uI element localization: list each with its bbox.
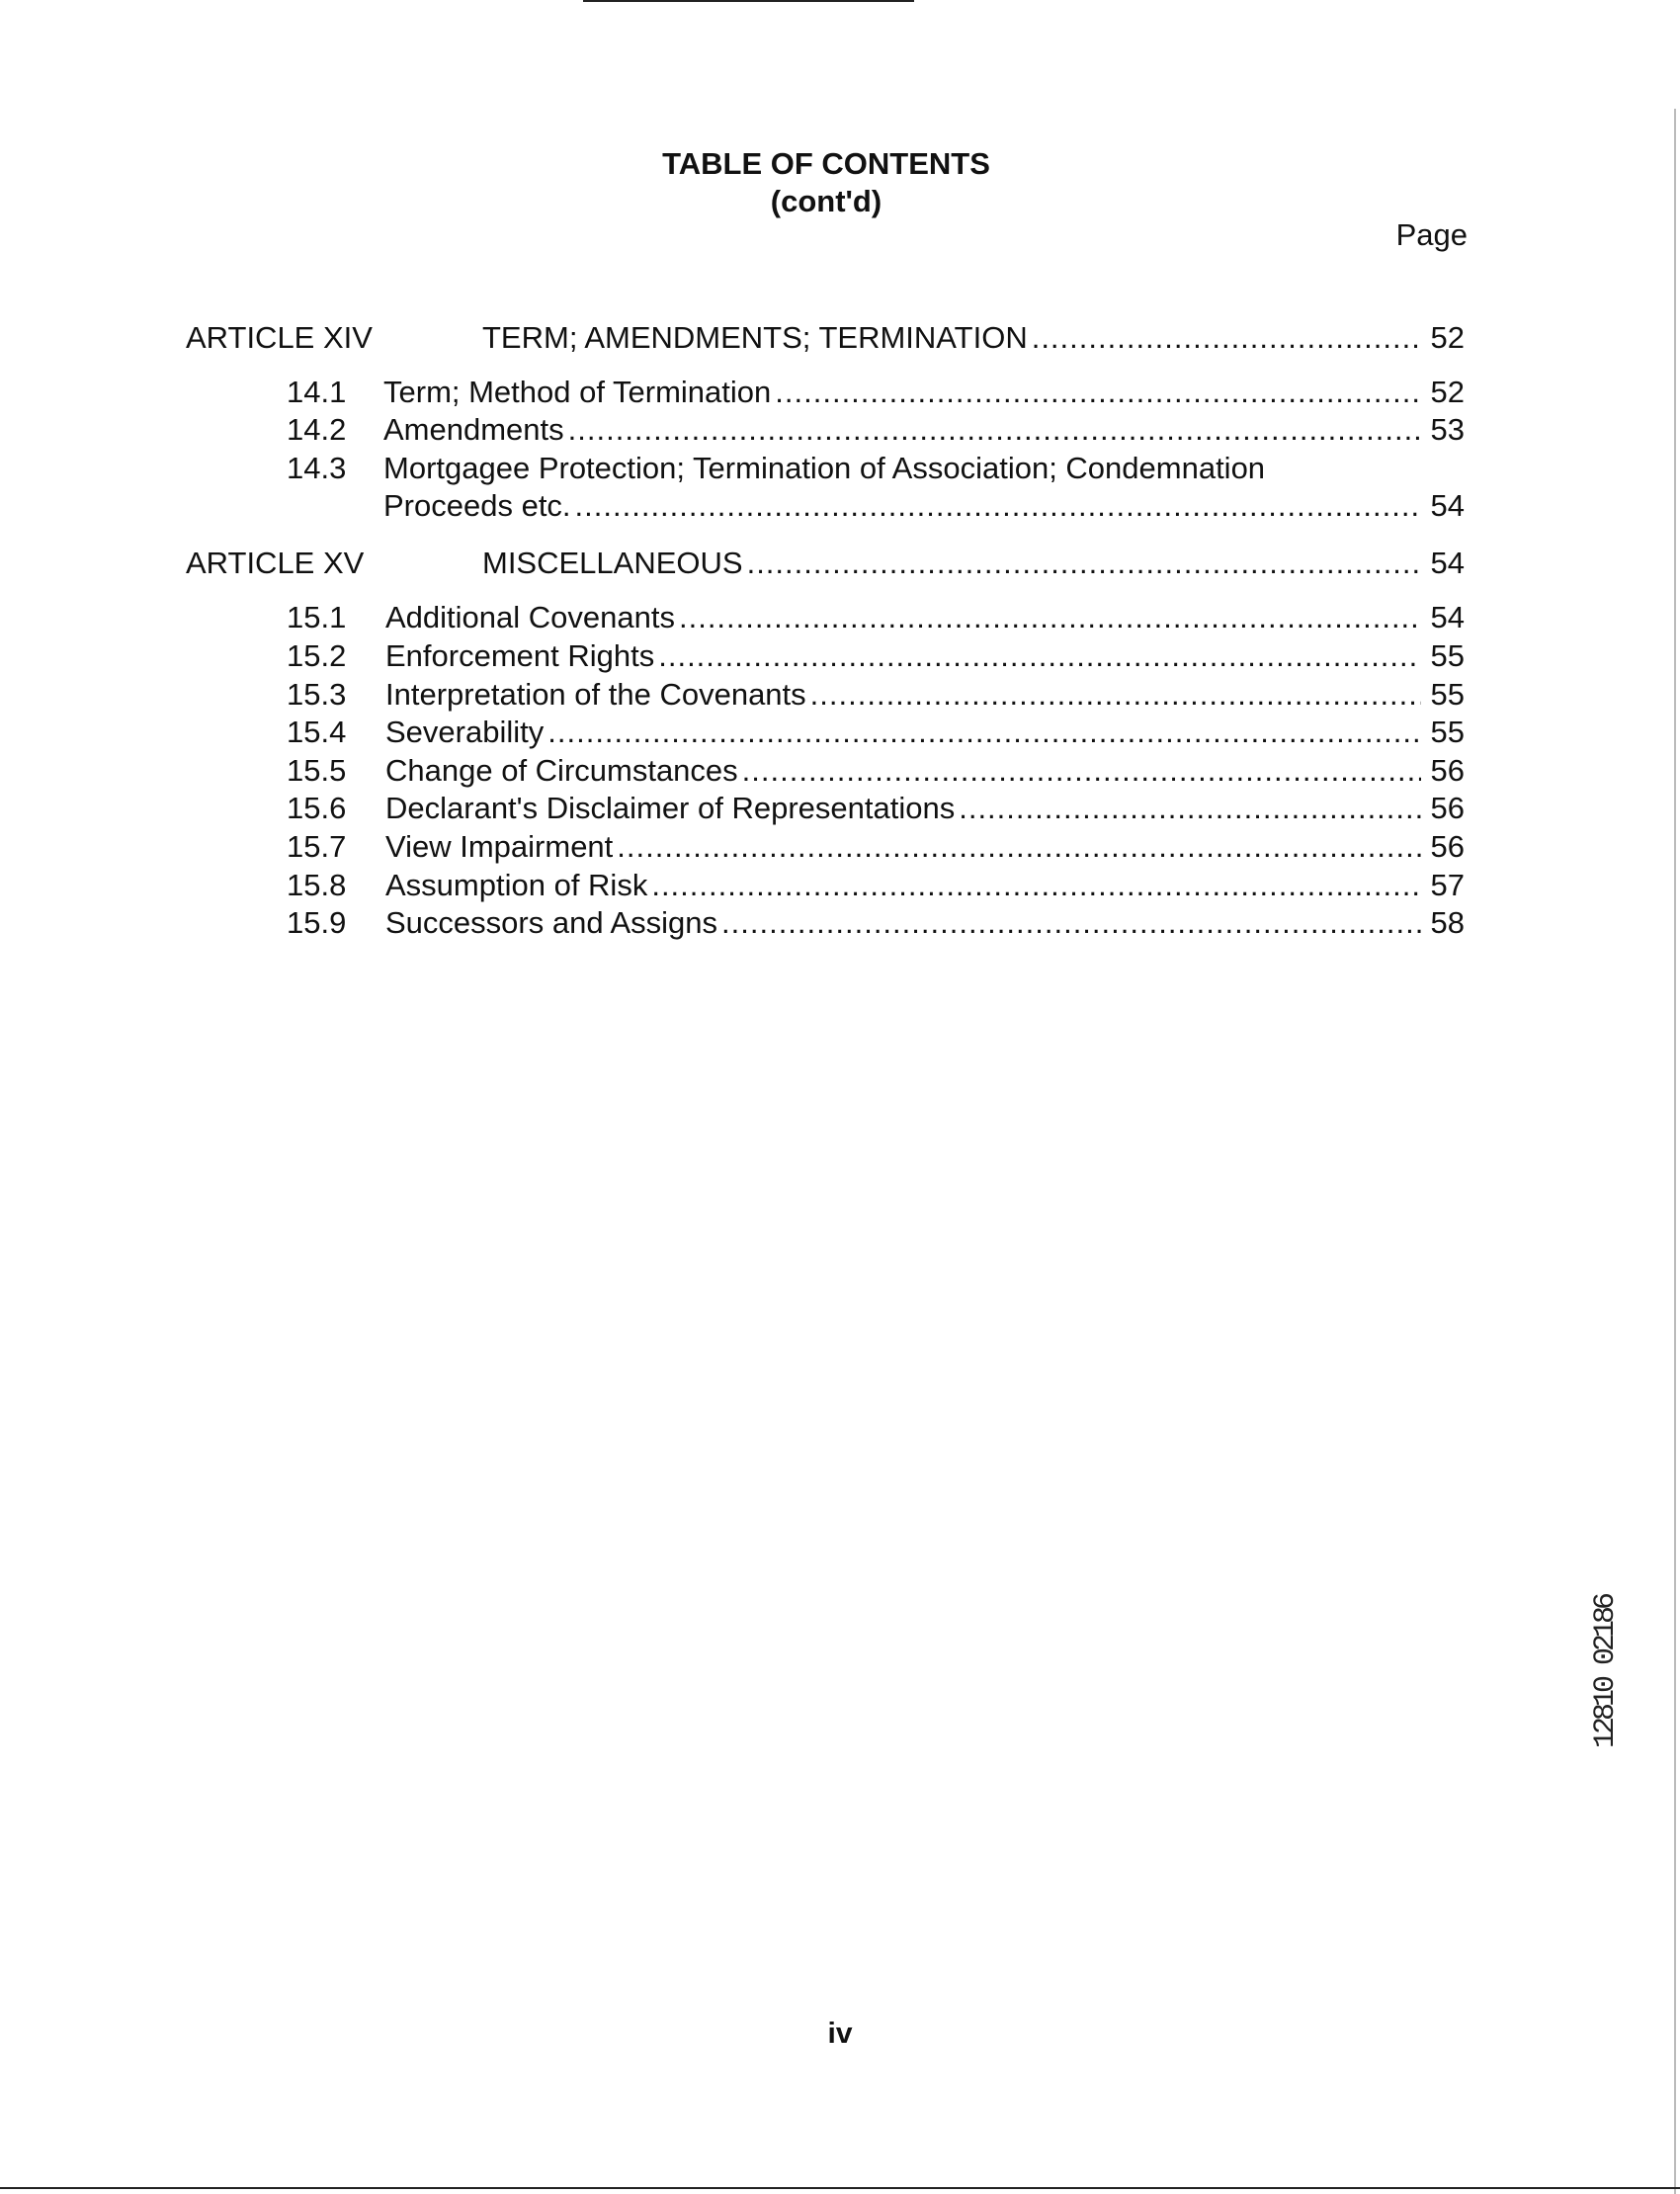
section-number: 15.8 [287,868,347,902]
section-leader [385,866,1421,905]
section-page: 56 [1430,753,1465,788]
section-title: Mortgagee Protection; Termination of Association; Condemnation [383,451,1266,485]
section-number: 14.2 [287,412,347,447]
section-title-continuation: Proceeds etc. [383,486,575,526]
toc-section-row [287,751,1472,791]
section-title: Severability [385,713,547,752]
section-page: 55 [1430,677,1465,712]
dot-leader [721,903,1421,943]
section-number: 15.2 [287,638,347,673]
article-leader [482,544,1421,583]
section-page: 56 [1430,829,1465,864]
section-number: 15.6 [287,791,347,825]
section-leader [383,373,1421,412]
section-title: Additional Covenants [385,598,679,637]
section-page: 55 [1430,715,1465,749]
dot-leader [547,713,1421,752]
toc-section-row [287,713,1472,752]
toc-section-row [287,866,1472,905]
section-title: Enforcement Rights [385,636,658,676]
section-number: 15.1 [287,600,347,634]
dot-leader [617,827,1421,867]
toc-section-row [287,373,1472,412]
section-number: 15.4 [287,715,347,749]
section-number: 15.9 [287,905,347,940]
toc-section-row [287,789,1472,828]
dot-leader [568,410,1421,450]
dot-leader [747,544,1421,583]
dot-leader [775,373,1421,412]
section-page: 53 [1430,412,1465,447]
section-title: View Impairment [385,827,617,867]
toc-article-row [186,318,1470,358]
section-page: 54 [1430,600,1465,634]
toc-section-continuation-row [287,486,1472,526]
dot-leader [742,751,1421,791]
scan-top-rule [583,0,914,2]
section-leader [383,410,1421,450]
section-title: Change of Circumstances [385,751,742,791]
section-leader [385,713,1421,752]
toc-section-row [287,827,1472,867]
article-title: MISCELLANEOUS [482,544,747,583]
section-number: 15.5 [287,753,347,788]
dot-leader [810,675,1421,715]
dot-leader [575,486,1421,526]
toc-section-row [287,675,1472,715]
section-number: 14.3 [287,451,347,485]
scan-right-edge [1674,109,1676,2194]
section-page: 57 [1430,868,1465,902]
section-leader [383,486,1421,526]
article-page: 52 [1430,320,1465,355]
section-title: Interpretation of the Covenants [385,675,810,715]
scan-bottom-rule [0,2187,1680,2189]
section-page: 56 [1430,791,1465,825]
article-leader [482,318,1421,358]
dot-leader [959,789,1421,828]
toc-section-row [287,410,1472,450]
toc-subtitle: (cont'd) [770,184,882,218]
section-leader [385,636,1421,676]
side-document-stamp: 12810 02186 [1589,1596,1623,1749]
dot-leader [679,598,1421,637]
section-leader [385,789,1421,828]
toc-article-row [186,544,1470,583]
section-title: Declarant's Disclaimer of Representations [385,789,959,828]
section-leader [385,903,1421,943]
section-leader [385,675,1421,715]
article-title: TERM; AMENDMENTS; TERMINATION [482,318,1032,358]
section-title: Assumption of Risk [385,866,651,905]
dot-leader [658,636,1421,676]
page-column-label: Page [1395,217,1468,252]
dot-leader [651,866,1421,905]
section-leader [385,751,1421,791]
toc-section-row [287,449,1472,488]
section-title: Amendments [383,410,568,450]
section-page: 58 [1430,905,1465,940]
section-page: 54 [1430,488,1465,523]
dot-leader [1032,318,1421,358]
section-page: 52 [1430,375,1465,409]
section-number: 15.7 [287,829,347,864]
toc-section-row [287,636,1472,676]
toc-section-row [287,598,1472,637]
section-page: 55 [1430,638,1465,673]
footer-page-number: iv [827,2017,853,2050]
article-number: ARTICLE XV [186,546,365,580]
section-title: Term; Method of Termination [383,373,775,412]
section-leader [385,827,1421,867]
section-number: 15.3 [287,677,347,712]
article-number: ARTICLE XIV [186,320,373,355]
section-number: 14.1 [287,375,347,409]
article-page: 54 [1430,546,1465,580]
toc-title: TABLE OF CONTENTS [662,146,990,181]
section-leader [385,598,1421,637]
section-title: Successors and Assigns [385,903,721,943]
toc-section-row [287,903,1472,943]
